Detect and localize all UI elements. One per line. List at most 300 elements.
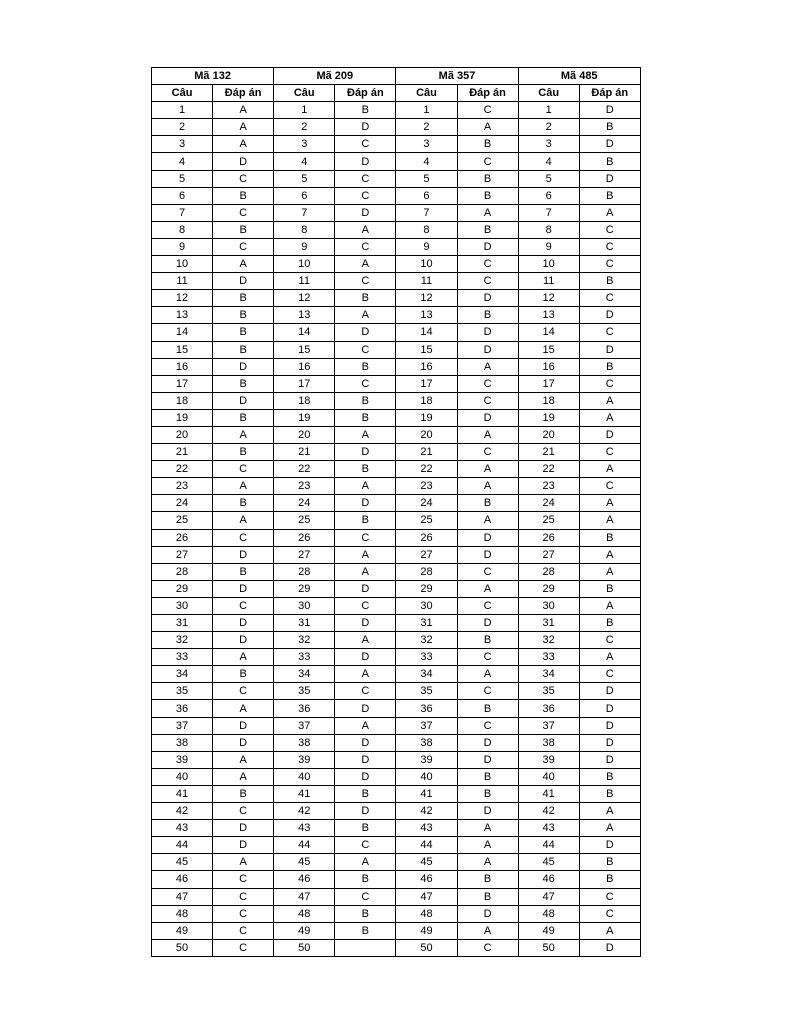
answer-cell: B <box>579 358 640 375</box>
question-number-cell: 13 <box>396 307 457 324</box>
answer-cell: D <box>457 324 518 341</box>
question-number-cell: 19 <box>396 409 457 426</box>
answer-cell: D <box>335 495 396 512</box>
answer-column-header: Đáp án <box>457 85 518 102</box>
table-row <box>152 700 641 717</box>
question-number-cell: 32 <box>152 632 213 649</box>
answer-cell: B <box>457 136 518 153</box>
answer-cell: A <box>213 512 274 529</box>
answer-cell: C <box>335 683 396 700</box>
answer-cell: B <box>213 375 274 392</box>
question-number-cell: 46 <box>152 871 213 888</box>
answer-cell: B <box>579 119 640 136</box>
question-number-cell: 28 <box>396 563 457 580</box>
question-number-cell: 34 <box>518 666 579 683</box>
question-number-cell: 31 <box>396 615 457 632</box>
answer-cell: D <box>579 751 640 768</box>
question-number-cell: 41 <box>152 785 213 802</box>
question-number-cell: 49 <box>152 922 213 939</box>
answer-cell: D <box>457 409 518 426</box>
question-number-cell: 8 <box>518 221 579 238</box>
table-body <box>152 102 641 957</box>
question-number-cell: 3 <box>152 136 213 153</box>
question-number-cell: 27 <box>152 546 213 563</box>
question-number-cell: 38 <box>152 734 213 751</box>
answer-cell: A <box>335 307 396 324</box>
answer-cell: D <box>213 734 274 751</box>
answer-cell: B <box>335 512 396 529</box>
answer-cell: C <box>335 529 396 546</box>
answer-cell: B <box>335 820 396 837</box>
question-number-cell: 27 <box>274 546 335 563</box>
answer-cell: D <box>335 768 396 785</box>
table-row <box>152 529 641 546</box>
answer-cell: C <box>335 187 396 204</box>
answer-cell: B <box>457 307 518 324</box>
question-number-cell: 27 <box>518 546 579 563</box>
question-number-cell: 49 <box>518 922 579 939</box>
answer-cell: D <box>579 307 640 324</box>
question-number-cell: 24 <box>396 495 457 512</box>
question-number-cell: 22 <box>274 461 335 478</box>
question-number-cell: 26 <box>152 529 213 546</box>
answer-cell: D <box>335 580 396 597</box>
question-number-cell: 36 <box>152 700 213 717</box>
answer-cell: A <box>335 256 396 273</box>
answer-cell: D <box>579 426 640 443</box>
question-number-cell: 46 <box>518 871 579 888</box>
table-row <box>152 358 641 375</box>
answer-cell: A <box>213 136 274 153</box>
answer-cell: D <box>335 204 396 221</box>
table-row <box>152 341 641 358</box>
question-number-cell: 15 <box>274 341 335 358</box>
question-number-cell: 10 <box>396 256 457 273</box>
table-row <box>152 888 641 905</box>
question-number-cell: 34 <box>274 666 335 683</box>
answer-cell: B <box>579 273 640 290</box>
answer-cell: C <box>457 256 518 273</box>
question-number-cell: 44 <box>274 837 335 854</box>
question-number-cell: 38 <box>396 734 457 751</box>
answer-cell: C <box>579 290 640 307</box>
answer-cell: A <box>457 837 518 854</box>
answer-cell: A <box>579 597 640 614</box>
question-number-cell: 39 <box>152 751 213 768</box>
question-number-cell: 23 <box>274 478 335 495</box>
question-number-cell: 25 <box>396 512 457 529</box>
question-number-cell: 38 <box>518 734 579 751</box>
answer-cell: C <box>579 888 640 905</box>
table-row <box>152 478 641 495</box>
answer-cell: A <box>457 461 518 478</box>
answer-cell: B <box>457 768 518 785</box>
answer-cell: D <box>579 939 640 956</box>
answer-cell: C <box>457 153 518 170</box>
question-number-cell: 50 <box>152 939 213 956</box>
answer-cell: D <box>335 751 396 768</box>
question-number-cell: 7 <box>274 204 335 221</box>
question-number-cell: 31 <box>152 615 213 632</box>
question-number-cell: 14 <box>274 324 335 341</box>
question-number-cell: 30 <box>274 597 335 614</box>
answer-cell: A <box>335 666 396 683</box>
question-number-cell: 33 <box>518 649 579 666</box>
answer-cell: B <box>335 290 396 307</box>
question-number-cell: 36 <box>274 700 335 717</box>
answer-cell: A <box>457 922 518 939</box>
question-number-cell: 35 <box>152 683 213 700</box>
code-header-132: Mã 132 <box>152 68 274 85</box>
answer-cell: B <box>579 153 640 170</box>
answer-cell: C <box>213 238 274 255</box>
question-number-cell: 3 <box>396 136 457 153</box>
answer-cell: A <box>457 580 518 597</box>
table-row <box>152 939 641 956</box>
question-number-cell: 5 <box>396 170 457 187</box>
question-number-cell: 12 <box>152 290 213 307</box>
answer-cell: C <box>213 939 274 956</box>
question-column-header: Câu <box>274 85 335 102</box>
question-number-cell: 1 <box>518 102 579 119</box>
question-number-cell: 13 <box>518 307 579 324</box>
question-number-cell: 20 <box>152 426 213 443</box>
question-number-cell: 41 <box>274 785 335 802</box>
answer-cell: A <box>335 221 396 238</box>
question-number-cell: 34 <box>396 666 457 683</box>
answer-cell: B <box>457 871 518 888</box>
question-number-cell: 18 <box>152 392 213 409</box>
question-number-cell: 37 <box>396 717 457 734</box>
answer-cell: D <box>335 734 396 751</box>
question-number-cell: 40 <box>274 768 335 785</box>
answer-cell: C <box>335 837 396 854</box>
table-row <box>152 820 641 837</box>
table-row <box>152 837 641 854</box>
question-number-cell: 17 <box>518 375 579 392</box>
question-number-cell: 20 <box>274 426 335 443</box>
question-number-cell: 2 <box>152 119 213 136</box>
question-number-cell: 15 <box>152 341 213 358</box>
answer-cell: A <box>457 854 518 871</box>
question-number-cell: 5 <box>518 170 579 187</box>
answer-cell: C <box>335 597 396 614</box>
question-number-cell: 17 <box>152 375 213 392</box>
question-number-cell: 46 <box>396 871 457 888</box>
code-header-357: Mã 357 <box>396 68 518 85</box>
answer-cell: A <box>335 854 396 871</box>
question-number-cell: 23 <box>152 478 213 495</box>
question-number-cell: 37 <box>274 717 335 734</box>
answer-cell: B <box>457 495 518 512</box>
question-number-cell: 11 <box>152 273 213 290</box>
question-number-cell: 28 <box>152 563 213 580</box>
question-number-cell: 12 <box>518 290 579 307</box>
question-number-cell: 25 <box>152 512 213 529</box>
answer-cell: B <box>213 290 274 307</box>
answer-cell: D <box>213 615 274 632</box>
answer-cell: C <box>579 666 640 683</box>
question-number-cell: 1 <box>152 102 213 119</box>
table-row <box>152 273 641 290</box>
question-number-cell: 20 <box>518 426 579 443</box>
answer-cell: D <box>579 102 640 119</box>
question-number-cell: 43 <box>518 820 579 837</box>
table-row <box>152 375 641 392</box>
answer-cell: C <box>213 597 274 614</box>
question-number-cell: 48 <box>274 905 335 922</box>
question-number-cell: 22 <box>518 461 579 478</box>
answer-cell: A <box>579 392 640 409</box>
question-number-cell: 42 <box>274 803 335 820</box>
question-number-cell: 22 <box>396 461 457 478</box>
answer-key-table <box>151 67 641 957</box>
code-header-row <box>152 68 641 85</box>
answer-cell: D <box>457 751 518 768</box>
answer-cell: A <box>457 204 518 221</box>
question-number-cell: 26 <box>274 529 335 546</box>
question-number-cell: 30 <box>152 597 213 614</box>
answer-cell: A <box>457 666 518 683</box>
question-number-cell: 13 <box>152 307 213 324</box>
answer-cell: B <box>457 170 518 187</box>
question-number-cell: 45 <box>274 854 335 871</box>
question-number-cell: 31 <box>274 615 335 632</box>
question-number-cell: 23 <box>396 478 457 495</box>
question-number-cell: 15 <box>518 341 579 358</box>
question-number-cell: 38 <box>274 734 335 751</box>
table-row <box>152 854 641 871</box>
answer-cell: B <box>579 768 640 785</box>
answer-cell: C <box>579 375 640 392</box>
table-row <box>152 444 641 461</box>
question-number-cell: 5 <box>152 170 213 187</box>
answer-cell: B <box>335 409 396 426</box>
answer-cell: C <box>335 341 396 358</box>
answer-cell: C <box>213 683 274 700</box>
answer-cell: C <box>213 922 274 939</box>
answer-cell: C <box>335 170 396 187</box>
answer-cell: B <box>579 187 640 204</box>
question-number-cell: 21 <box>274 444 335 461</box>
question-number-cell: 43 <box>274 820 335 837</box>
answer-cell: A <box>579 649 640 666</box>
question-number-cell: 16 <box>518 358 579 375</box>
question-number-cell: 10 <box>274 256 335 273</box>
answer-cell: B <box>457 632 518 649</box>
question-number-cell: 42 <box>518 803 579 820</box>
question-number-cell: 21 <box>152 444 213 461</box>
question-number-cell: 11 <box>396 273 457 290</box>
question-number-cell: 16 <box>274 358 335 375</box>
answer-cell: B <box>579 580 640 597</box>
table-row <box>152 717 641 734</box>
question-number-cell: 48 <box>518 905 579 922</box>
answer-cell: A <box>213 854 274 871</box>
question-number-cell: 4 <box>396 153 457 170</box>
answer-cell: D <box>335 803 396 820</box>
table-row <box>152 307 641 324</box>
answer-cell: C <box>579 256 640 273</box>
table-row <box>152 495 641 512</box>
question-number-cell: 32 <box>274 632 335 649</box>
question-number-cell: 47 <box>152 888 213 905</box>
answer-cell: A <box>579 563 640 580</box>
question-number-cell: 18 <box>274 392 335 409</box>
answer-cell: D <box>579 700 640 717</box>
question-number-cell: 10 <box>152 256 213 273</box>
question-number-cell: 50 <box>518 939 579 956</box>
answer-cell: B <box>213 324 274 341</box>
answer-cell: C <box>579 905 640 922</box>
question-column-header: Câu <box>518 85 579 102</box>
answer-cell: A <box>335 717 396 734</box>
question-number-cell: 39 <box>274 751 335 768</box>
column-header-row <box>152 85 641 102</box>
question-number-cell: 39 <box>396 751 457 768</box>
answer-cell: A <box>213 426 274 443</box>
question-number-cell: 34 <box>152 666 213 683</box>
answer-cell: A <box>579 922 640 939</box>
answer-cell: C <box>457 649 518 666</box>
table-row <box>152 119 641 136</box>
answer-cell: B <box>335 392 396 409</box>
table-row <box>152 187 641 204</box>
question-number-cell: 14 <box>396 324 457 341</box>
answer-cell: A <box>213 751 274 768</box>
question-number-cell: 35 <box>396 683 457 700</box>
answer-cell: B <box>213 307 274 324</box>
answer-cell: B <box>457 221 518 238</box>
answer-cell: D <box>335 649 396 666</box>
question-number-cell: 47 <box>274 888 335 905</box>
answer-cell: D <box>213 546 274 563</box>
answer-cell: C <box>579 324 640 341</box>
question-number-cell: 45 <box>152 854 213 871</box>
question-number-cell: 7 <box>152 204 213 221</box>
question-number-cell: 40 <box>396 768 457 785</box>
question-number-cell: 40 <box>152 768 213 785</box>
answer-cell: D <box>213 632 274 649</box>
answer-cell: D <box>579 717 640 734</box>
question-number-cell: 49 <box>274 922 335 939</box>
answer-cell: C <box>457 375 518 392</box>
table-row <box>152 615 641 632</box>
answer-cell: B <box>335 922 396 939</box>
answer-cell: B <box>335 871 396 888</box>
question-number-cell: 4 <box>152 153 213 170</box>
answer-cell: D <box>579 136 640 153</box>
question-number-cell: 7 <box>518 204 579 221</box>
answer-cell: A <box>213 119 274 136</box>
question-number-cell: 5 <box>274 170 335 187</box>
question-number-cell: 30 <box>396 597 457 614</box>
answer-cell: B <box>213 563 274 580</box>
question-column-header: Câu <box>396 85 457 102</box>
answer-cell: C <box>335 888 396 905</box>
question-number-cell: 29 <box>274 580 335 597</box>
question-number-cell: 41 <box>518 785 579 802</box>
question-number-cell: 2 <box>518 119 579 136</box>
answer-cell: C <box>335 375 396 392</box>
answer-cell: A <box>579 546 640 563</box>
answer-cell: A <box>213 649 274 666</box>
question-number-cell: 19 <box>152 409 213 426</box>
answer-cell: B <box>579 615 640 632</box>
question-number-cell: 14 <box>518 324 579 341</box>
table-row <box>152 256 641 273</box>
answer-cell: D <box>457 803 518 820</box>
answer-cell: D <box>335 324 396 341</box>
question-number-cell: 49 <box>396 922 457 939</box>
question-number-cell: 44 <box>152 837 213 854</box>
question-number-cell: 29 <box>152 580 213 597</box>
question-number-cell: 37 <box>518 717 579 734</box>
question-number-cell: 40 <box>518 768 579 785</box>
question-number-cell: 22 <box>152 461 213 478</box>
answer-cell: B <box>335 785 396 802</box>
question-number-cell: 29 <box>396 580 457 597</box>
question-number-cell: 17 <box>274 375 335 392</box>
question-number-cell: 35 <box>274 683 335 700</box>
question-number-cell: 4 <box>274 153 335 170</box>
answer-cell: B <box>213 221 274 238</box>
answer-cell: A <box>213 256 274 273</box>
answer-cell: D <box>213 273 274 290</box>
answer-cell: C <box>457 273 518 290</box>
question-number-cell: 48 <box>152 905 213 922</box>
table-row <box>152 871 641 888</box>
answer-cell: B <box>213 187 274 204</box>
question-number-cell: 50 <box>396 939 457 956</box>
question-number-cell: 23 <box>518 478 579 495</box>
answer-cell: A <box>213 102 274 119</box>
answer-cell: C <box>579 221 640 238</box>
answer-cell: A <box>213 768 274 785</box>
question-number-cell: 14 <box>152 324 213 341</box>
question-number-cell: 45 <box>518 854 579 871</box>
answer-cell: B <box>335 905 396 922</box>
answer-column-header: Đáp án <box>579 85 640 102</box>
answer-cell: B <box>213 785 274 802</box>
answer-cell: D <box>579 170 640 187</box>
question-number-cell: 2 <box>274 119 335 136</box>
answer-cell: A <box>457 426 518 443</box>
question-number-cell: 19 <box>518 409 579 426</box>
question-number-cell: 21 <box>396 444 457 461</box>
question-number-cell: 21 <box>518 444 579 461</box>
answer-cell: C <box>457 102 518 119</box>
question-number-cell: 4 <box>518 153 579 170</box>
answer-cell: D <box>579 837 640 854</box>
answer-cell: C <box>213 803 274 820</box>
question-number-cell: 28 <box>518 563 579 580</box>
answer-cell: C <box>213 204 274 221</box>
question-number-cell: 15 <box>396 341 457 358</box>
table-row <box>152 153 641 170</box>
answer-cell: C <box>457 939 518 956</box>
answer-cell: D <box>335 153 396 170</box>
answer-cell: A <box>335 563 396 580</box>
table-row <box>152 461 641 478</box>
question-number-cell: 18 <box>518 392 579 409</box>
question-number-cell: 28 <box>274 563 335 580</box>
answer-cell: A <box>213 478 274 495</box>
answer-cell: B <box>213 409 274 426</box>
answer-cell: C <box>335 238 396 255</box>
question-column-header: Câu <box>152 85 213 102</box>
answer-cell: C <box>579 444 640 461</box>
